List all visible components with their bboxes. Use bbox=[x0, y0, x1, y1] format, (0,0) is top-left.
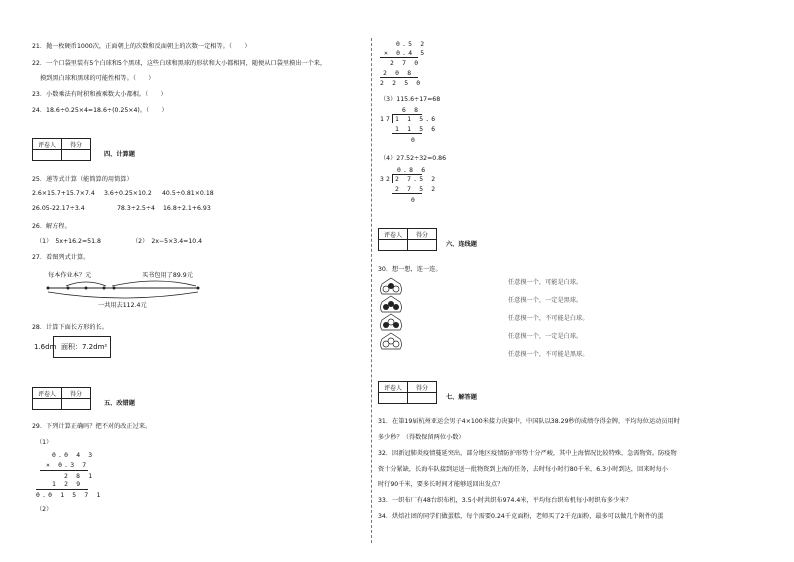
q29-mul-line-2: × 0.3 7 bbox=[46, 461, 89, 469]
question-24: 24．18.6÷0.25×4=18.6÷(0.25×4)。（ ） bbox=[32, 107, 168, 114]
grader-cell[interactable] bbox=[33, 399, 62, 410]
div2-bracket-side bbox=[392, 174, 393, 183]
question-34: 34．烘焙社团的同学们做蛋糕，每个需要0.24千克面粉，老师买了2千克面粉，最多可以做几个附件的蛋 bbox=[378, 513, 664, 520]
score-cell[interactable] bbox=[62, 399, 91, 410]
q29-part-2: （2） bbox=[36, 506, 53, 513]
question-22-line1: 22．一个口袋里装有5个白球和5个黑球，这些白球和黑球的形状和大小都相同，随便从口袋里摸出一个来， bbox=[32, 60, 327, 67]
bag-2 bbox=[381, 296, 402, 312]
question-32-line2: 资十分紧缺，长海车队接到运送一批物资到上海的任务，去时每小时行80千米，6.3小时到达，回来时每小 bbox=[378, 466, 668, 473]
q29-2-line-1: 0.5 2 bbox=[396, 40, 427, 48]
div1-bracket-side bbox=[392, 114, 393, 123]
q25-expr-6: 16.8÷2.1+6.93 bbox=[163, 205, 211, 212]
grader-label: 评卷人 bbox=[379, 229, 408, 240]
section-title-5: 五、改错题 bbox=[104, 400, 135, 407]
q25-expr-4: 26.05-22.17÷3.4 bbox=[32, 205, 85, 212]
question-30: 30．想一想，连一连。 bbox=[378, 266, 442, 273]
q29-2-line-4: 2 0 8 bbox=[383, 69, 414, 77]
question-22-line2: 摸到黑白球和黑球的可能性相等。（ ） bbox=[40, 75, 155, 82]
div2-remainder: 0 bbox=[411, 196, 418, 204]
section-title-7: 七、解答题 bbox=[446, 394, 477, 401]
q29-2-rule-2 bbox=[380, 77, 418, 78]
q29-rule-2 bbox=[36, 489, 88, 490]
q27-label-bag: 买书包用了89.9元 bbox=[142, 272, 193, 279]
question-32-line3: 时行90千米，要多长时间才能够返回出发点？ bbox=[378, 481, 504, 488]
grader-label: 评卷人 bbox=[33, 139, 62, 150]
q30-option-1[interactable]: 任意摸一个，可能是白球。 bbox=[508, 279, 583, 286]
grader-table-7 bbox=[378, 381, 437, 404]
q28-area-label: 面积：7.2dm² bbox=[61, 343, 108, 351]
q25-expr-1: 2.6×15.7+15.7×7.4 bbox=[32, 190, 95, 197]
score-label: 得分 bbox=[408, 229, 437, 240]
q29-part-3: （3）115.6÷17=68 bbox=[380, 96, 441, 103]
question-25: 25．递等式计算（能简算的用简算） bbox=[32, 176, 133, 183]
div1-divisor: 17 bbox=[380, 115, 393, 123]
q29-mul-line-1: 0.0 4 3 bbox=[52, 451, 95, 459]
grader-table-4 bbox=[32, 138, 91, 161]
q29-rule-1 bbox=[40, 470, 88, 471]
q26-equation-2: （2） 2x−5×3.4=10.4 bbox=[132, 238, 203, 245]
q27-label-total: 一共用去112.4元 bbox=[98, 302, 147, 309]
q27-label-workbook: 每本作业本？元 bbox=[48, 272, 92, 279]
grader-cell[interactable] bbox=[33, 150, 62, 161]
question-23: 23．小数乘法有时积和被乘数大小都相。（ ） bbox=[32, 91, 167, 98]
grader-label: 评卷人 bbox=[379, 382, 408, 393]
q28-width-label: 1.6dm bbox=[34, 343, 57, 351]
grader-cell[interactable] bbox=[379, 393, 408, 404]
q25-expr-3: 40.5÷0.81×0.18 bbox=[162, 190, 214, 197]
q25-expr-5: 78.3÷2.5÷4 bbox=[117, 205, 155, 212]
grader-cell[interactable] bbox=[379, 240, 408, 251]
score-cell[interactable] bbox=[408, 393, 437, 404]
score-label: 得分 bbox=[62, 388, 91, 399]
div2-dividend: 2 7.5 2 bbox=[395, 175, 438, 183]
q26-equation-1: （1） 5x+16.2=51.8 bbox=[36, 238, 101, 245]
score-cell[interactable] bbox=[408, 240, 437, 251]
div1-remainder: 0 bbox=[411, 136, 418, 144]
question-33: 33．一织布厂有48台织布机，3.5小时共织布974.4米，平均每台织布机每小时织布多少米？ bbox=[378, 497, 632, 504]
q29-part-4: （4）27.52÷32=0.86 bbox=[380, 155, 447, 162]
div2-product: 2 7 5 2 bbox=[395, 185, 438, 193]
bag-3 bbox=[381, 314, 402, 330]
q29-mul-line-3: 2 8 1 bbox=[64, 472, 95, 480]
column-divider bbox=[371, 38, 372, 543]
q29-mul-line-4: 1 2 9 bbox=[52, 480, 83, 488]
q29-2-line-5: 2 2 5 0 bbox=[380, 79, 423, 87]
q30-option-4[interactable]: 任意摸一个，一定是白球。 bbox=[508, 333, 583, 340]
question-26: 26．解方程。 bbox=[32, 223, 71, 230]
question-27: 27．看图列式计算。 bbox=[32, 254, 90, 261]
div1-rule bbox=[392, 133, 422, 134]
question-31-line2: 多少秒？（得数保留两位小数） bbox=[378, 434, 465, 441]
score-cell[interactable] bbox=[62, 150, 91, 161]
q30-option-5[interactable]: 任意摸一个，不可能是黑球。 bbox=[508, 351, 589, 358]
div2-divisor: 32 bbox=[380, 175, 393, 183]
question-28: 28．计算下面长方形的长。 bbox=[32, 324, 108, 331]
grader-table-6 bbox=[378, 228, 437, 251]
section-title-4: 四、计算题 bbox=[104, 151, 135, 158]
q29-2-line-3: 2 7 0 bbox=[390, 59, 421, 67]
q29-2-rule-1 bbox=[380, 57, 418, 58]
grader-table-5 bbox=[32, 387, 91, 410]
div1-product: 1 1 5 6 bbox=[395, 125, 438, 133]
grader-label: 评卷人 bbox=[33, 388, 62, 399]
bag-1 bbox=[381, 278, 402, 294]
q30-option-2[interactable]: 任意摸一个，一定是黑球。 bbox=[508, 297, 583, 304]
question-31-line1: 31．在第19届杭州亚运会男子4×100米接力决赛中，中国队以38.29秒的成绩夺得金牌，平均每位运动员用时 bbox=[378, 418, 680, 425]
question-21: 21．抛一枚硬币1000次，正面朝上的次数和反面朝上的次数一定相等。（ ） bbox=[32, 43, 251, 50]
q29-part-1: （1） bbox=[36, 439, 53, 446]
bag-4 bbox=[381, 333, 402, 349]
section-title-6: 六、连线题 bbox=[446, 241, 477, 248]
div1-dividend: 1 1 5.6 bbox=[395, 115, 438, 123]
score-label: 得分 bbox=[408, 382, 437, 393]
question-29: 29．下列计算正确吗？把不对的改正过来。 bbox=[32, 423, 152, 430]
q29-mul-line-5: 0.0 1 5 7 1 bbox=[36, 491, 103, 499]
div1-quotient: 6 8 bbox=[402, 106, 421, 114]
q30-option-3[interactable]: 任意摸一个，不可能是白球。 bbox=[508, 315, 589, 322]
ball-bags bbox=[378, 276, 404, 360]
div2-quotient: 0.8 6 bbox=[397, 166, 428, 174]
score-label: 得分 bbox=[62, 139, 91, 150]
question-32-line1: 32．因新冠肺炎疫情蔓延突出，部分地区疫情防护形势十分严峻，其中上海情况比较特殊，急需物资。防疫物 bbox=[378, 450, 677, 457]
q25-expr-2: 3.6÷0.25×10.2 bbox=[104, 190, 152, 197]
div2-rule bbox=[392, 193, 422, 194]
q29-2-line-2: × 0.4 5 bbox=[384, 49, 427, 57]
